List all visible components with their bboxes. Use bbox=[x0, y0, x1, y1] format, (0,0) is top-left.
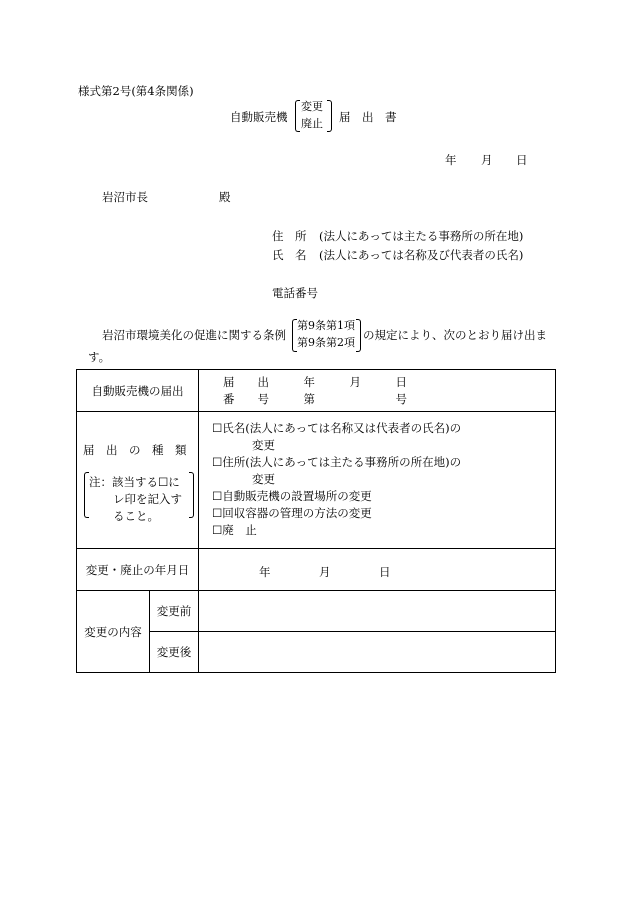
note-text bbox=[89, 474, 182, 525]
notification-type-options bbox=[199, 412, 556, 549]
notification-number-cell[interactable] bbox=[199, 370, 556, 412]
address-note: (法人にあっては主たる事務所の所在地) bbox=[319, 229, 524, 243]
note-line-2: レ印を記入す bbox=[113, 492, 182, 506]
note-right-brace bbox=[189, 472, 194, 518]
article-option-1: 第9条第1項 bbox=[297, 319, 355, 332]
name-label: 氏 名 bbox=[272, 248, 307, 262]
notification-type-label: 届 出 の 種 類 bbox=[83, 443, 187, 457]
notification-table bbox=[76, 369, 556, 673]
notification-label-cell bbox=[77, 370, 199, 412]
option-location-change[interactable]: ☐自動販売機の設置場所の変更 bbox=[212, 489, 372, 503]
addressee-honorific: 殿 bbox=[219, 190, 231, 204]
article-option-2: 第9条第2項 bbox=[297, 336, 355, 349]
change-after-label: 変更後 bbox=[156, 645, 192, 659]
change-before-label-cell bbox=[150, 591, 199, 632]
change-after-label-cell bbox=[150, 632, 199, 673]
article-right-brace bbox=[356, 319, 361, 352]
notification-number-line: 番 号 第 号 bbox=[223, 391, 407, 406]
change-date-year: 年 bbox=[259, 565, 271, 579]
title-suffix: 届 出 書 bbox=[339, 110, 397, 124]
change-date-day: 日 bbox=[379, 565, 391, 579]
change-date-value-cell[interactable] bbox=[199, 549, 556, 591]
addressee-name: 岩沼市長 bbox=[102, 190, 148, 204]
title-option-change: 変更 bbox=[301, 100, 323, 113]
change-content-label-cell bbox=[77, 591, 150, 673]
body-line-2: す。 bbox=[88, 350, 111, 364]
option-container-change[interactable]: ☐回収容器の管理の方法の変更 bbox=[212, 506, 372, 520]
body-line-start: 岩沼市環境美化の促進に関する条例 bbox=[102, 328, 286, 342]
change-after-value-cell[interactable] bbox=[199, 632, 556, 673]
title-left-brace bbox=[295, 100, 300, 132]
title-prefix: 自動販売機 bbox=[230, 110, 288, 124]
name-note: (法人にあっては名称及び代表者の氏名) bbox=[319, 248, 524, 262]
table-row bbox=[77, 412, 556, 549]
option-address-change[interactable]: ☐住所(法人にあっては主たる事務所の所在地)の bbox=[212, 455, 462, 469]
note-line-3: ること。 bbox=[113, 509, 159, 523]
date-year: 年 bbox=[445, 153, 457, 167]
option-abolish[interactable]: ☐廃 止 bbox=[212, 523, 257, 537]
table-row bbox=[77, 591, 556, 632]
change-date-label-cell bbox=[77, 549, 199, 591]
option-address-change-cont: 変更 bbox=[252, 472, 275, 486]
note-line-1: 注：該当する☐に bbox=[89, 475, 180, 489]
change-before-value-cell[interactable] bbox=[199, 591, 556, 632]
body-line-end: の規定により、次のとおり届け出ま bbox=[363, 328, 547, 342]
phone-label: 電話番号 bbox=[272, 286, 318, 300]
date-day: 日 bbox=[516, 153, 528, 167]
change-before-label: 変更前 bbox=[156, 604, 192, 618]
date-month: 月 bbox=[481, 153, 493, 167]
change-date-month: 月 bbox=[319, 565, 331, 579]
address-label: 住 所 bbox=[272, 229, 307, 243]
option-name-change[interactable]: ☐氏名(法人にあっては名称又は代表者の氏名)の bbox=[212, 421, 462, 435]
notification-date-line: 届 出 年 月 日 bbox=[223, 374, 407, 389]
title-option-abolish: 廃止 bbox=[301, 117, 323, 130]
form-number: 様式第2号(第4条関係) bbox=[78, 84, 194, 98]
change-date-label: 変更・廃止の年月日 bbox=[85, 562, 190, 577]
change-content-label: 変更の内容 bbox=[84, 624, 142, 639]
title-right-brace bbox=[327, 100, 332, 132]
table-row bbox=[77, 370, 556, 412]
table-row bbox=[77, 549, 556, 591]
option-name-change-cont: 変更 bbox=[252, 438, 275, 452]
notification-type-label-cell bbox=[77, 412, 199, 549]
notification-label: 自動販売機の届出 bbox=[91, 383, 184, 398]
